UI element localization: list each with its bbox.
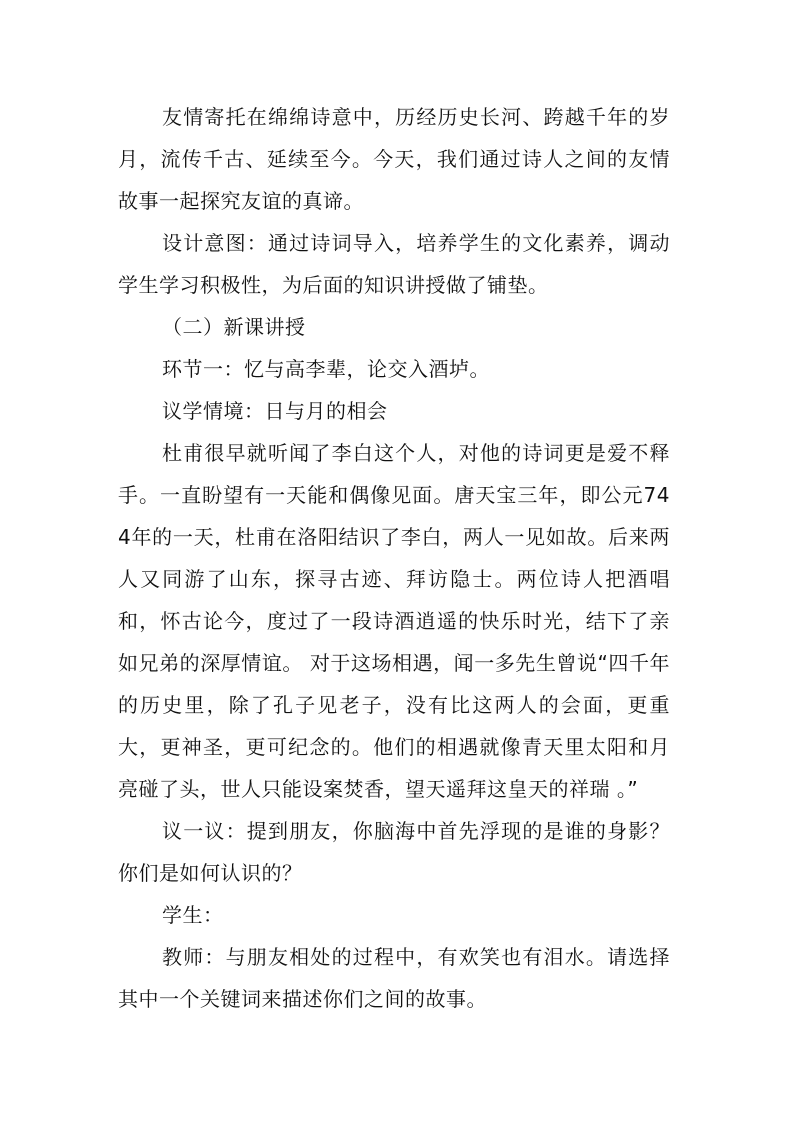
paragraph-intro: 友情寄托在绵绵诗意中，历经历史长河、跨越千年的岁月，流传千古、延续至今。今天，我们通过诗人之间的友情故事一起探究友谊的真谛。 bbox=[118, 105, 670, 213]
paragraph-story: 杜甫很早就听闻了李白这个人，对他的诗词更是爱不释手。一直盼望有一天能和偶像见面。唐天宝三年，即公元744年的一天，杜甫在洛阳结识了李白，两人一见如故。后来两人又同游了山东，探寻古迹、拜访隐士。两位诗人把酒唱和，怀古论今，度过了一段诗酒逍遥的快乐时光，结下了亲如兄弟的深厚情谊。 对于这场相遇，闻一多先生曾说“四千年的历史里，除了孔子见老子，没有比这两人的会面，更重大，更神圣，更可纪念的。他们的相遇就像青天里太阳和月亮碰了头，世人只能设案焚香，望天遥拜这皇天的祥瑞 。” bbox=[118, 441, 670, 801]
paragraph-discussion-scene: 议学情境：日与月的相会 bbox=[162, 399, 388, 423]
paragraph-design-intent: 设计意图：通过诗词导入，培养学生的文化素养，调动学生学习积极性，为后面的知识讲授做了铺垫。 bbox=[118, 231, 670, 297]
paragraph-student: 学生： bbox=[162, 903, 224, 927]
document-body bbox=[118, 96, 670, 1020]
paragraph-discussion-question: 议一议：提到朋友，你脑海中首先浮现的是谁的身影？你们是如何认识的？ bbox=[118, 819, 670, 885]
paragraph-teacher: 教师：与朋友相处的过程中，有欢笑也有泪水。请选择其中一个关键词来描述你们之间的故事。 bbox=[118, 945, 670, 1011]
section-heading-new-lesson: （二）新课讲授 bbox=[162, 315, 306, 339]
paragraph-segment-one: 环节一：忆与高李辈，论交入酒垆。 bbox=[162, 357, 490, 381]
